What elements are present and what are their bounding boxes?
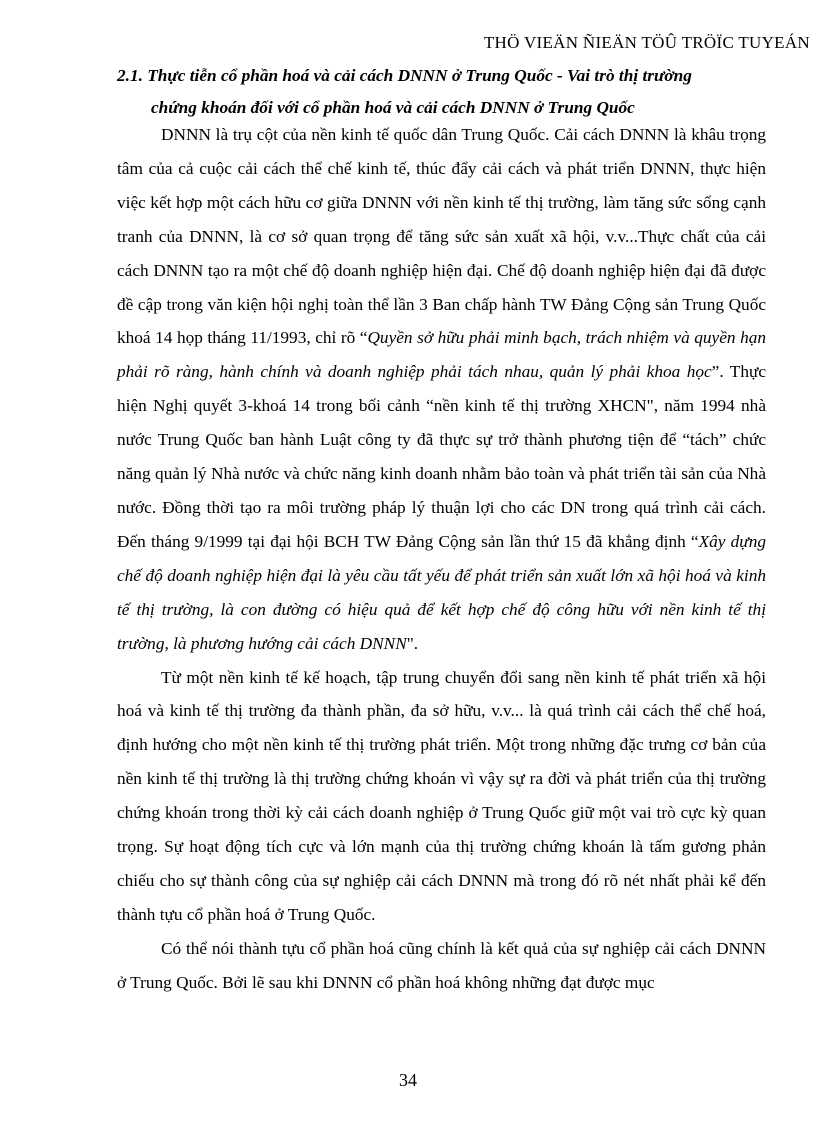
paragraph-1-text-b: ”. Thực hiện Nghị quyết 3-khoá 14 trong bối cảnh “nền kinh tế thị trường XHCN", năm 1994 nhà nước Trung Quốc ban hành Luật công ty đã thực sự trở thành phương tiện để “tách” chức năng quản lý Nhà nước và chức năng kinh doanh nhằm bảo toàn và phát triển tài sản của Nhà nước. Đồng thời tạo ra môi trường pháp lý thuận lợi cho các DN trong quá trình cải cách. Đến tháng 9/1999 tại đại hội BCH TW Đảng Cộng sản lần thứ 15 đã khẳng định “ xyxy=(117,362,766,551)
library-watermark: THÖ VIEÄN ÑIEÄN TÖÛ TRÖÏC TUYEÁN xyxy=(483,33,810,52)
paragraph-3: Có thể nói thành tựu cổ phần hoá cũng chính là kết quả của sự nghiệp cải cách DNNN ở Trung Quốc. Bởi lẽ sau khi DNNN cổ phần hoá không những đạt được mục xyxy=(117,938,766,992)
paragraph-1-text-a: DNNN là trụ cột của nền kinh tế quốc dân Trung Quốc. Cải cách DNNN là khâu trọng tâm của cả cuộc cải cách thể chế kinh tế, thúc đẩy cải cách và phát triển DNNN, thực hiện việc kết hợp một cách hữu cơ giữa DNNN với nền kinh tế thị trường, làm tăng sức sống cạnh tranh của DNNN, là cơ sở quan trọng để tăng sức sản xuất xã hội, v.v...Thực chất của cải cách DNNN tạo ra một chế độ doanh nghiệp hiện đại. Chế độ doanh nghiệp hiện đại đã được đề cập trong văn kiện hội nghị toàn thể lần 3 Ban chấp hành TW Đảng Cộng sản Trung Quốc khoá 14 họp tháng 11/1993, chỉ rõ “ xyxy=(117,125,766,348)
paragraph-2: Từ một nền kinh tế kế hoạch, tập trung chuyển đổi sang nền kinh tế phát triển xã hội hoá và kinh tế thị trường đa thành phần, đa sở hữu, v.v... là quá trình cải cách thể chế hoá, định hướng cho một nền kinh tế thị trường phát triển. Một trong những đặc trưng cơ bản của nền kinh tế thị trường là thị trường chứng khoán vì vậy sự ra đời và phát triển của thị trường chứng khoán trong thời kỳ cải cách doanh nghiệp ở Trung Quốc giữ một vai trò cực kỳ quan trọng. Sự hoạt động tích cực và lớn mạnh của thị trường chứng khoán là tấm gương phản chiếu cho sự thành công của sự nghiệp cải cách DNNN mà trong đó rõ nét nhất phải kể đến thành tựu cổ phần hoá ở Trung Quốc. xyxy=(117,667,766,924)
section-heading-line-2: chứng khoán đối với cổ phần hoá và cải cách DNNN ở Trung Quốc xyxy=(151,98,635,117)
page-number: 34 xyxy=(399,1070,417,1090)
paragraph-1-text-c: ". xyxy=(406,633,419,653)
section-heading xyxy=(117,60,767,124)
paragraph-1-quote-2: Xây dựng chế độ doanh nghiệp hiện đại là yêu cầu tất yếu để phát triển sản xuất lớn xã hội hoá và kinh tế thị trường, là con đường có hiệu quả để kết hợp chế độ công hữu với nền kinh tế thị trường, là phương hướng cải cách DNNN xyxy=(117,531,766,653)
section-heading-line-1: 2.1. Thực tiễn cổ phần hoá và cải cách DNNN ở Trung Quốc - Vai trò thị trường xyxy=(117,66,692,85)
document-body xyxy=(117,118,766,1000)
paragraph-1-quote-1: Quyền sở hữu phải minh bạch, trách nhiệm và quyền hạn phải rõ ràng, hành chính và doanh nghiệp phải tách nhau, quản lý phải khoa học xyxy=(117,328,766,382)
paragraph-1 xyxy=(117,118,766,661)
